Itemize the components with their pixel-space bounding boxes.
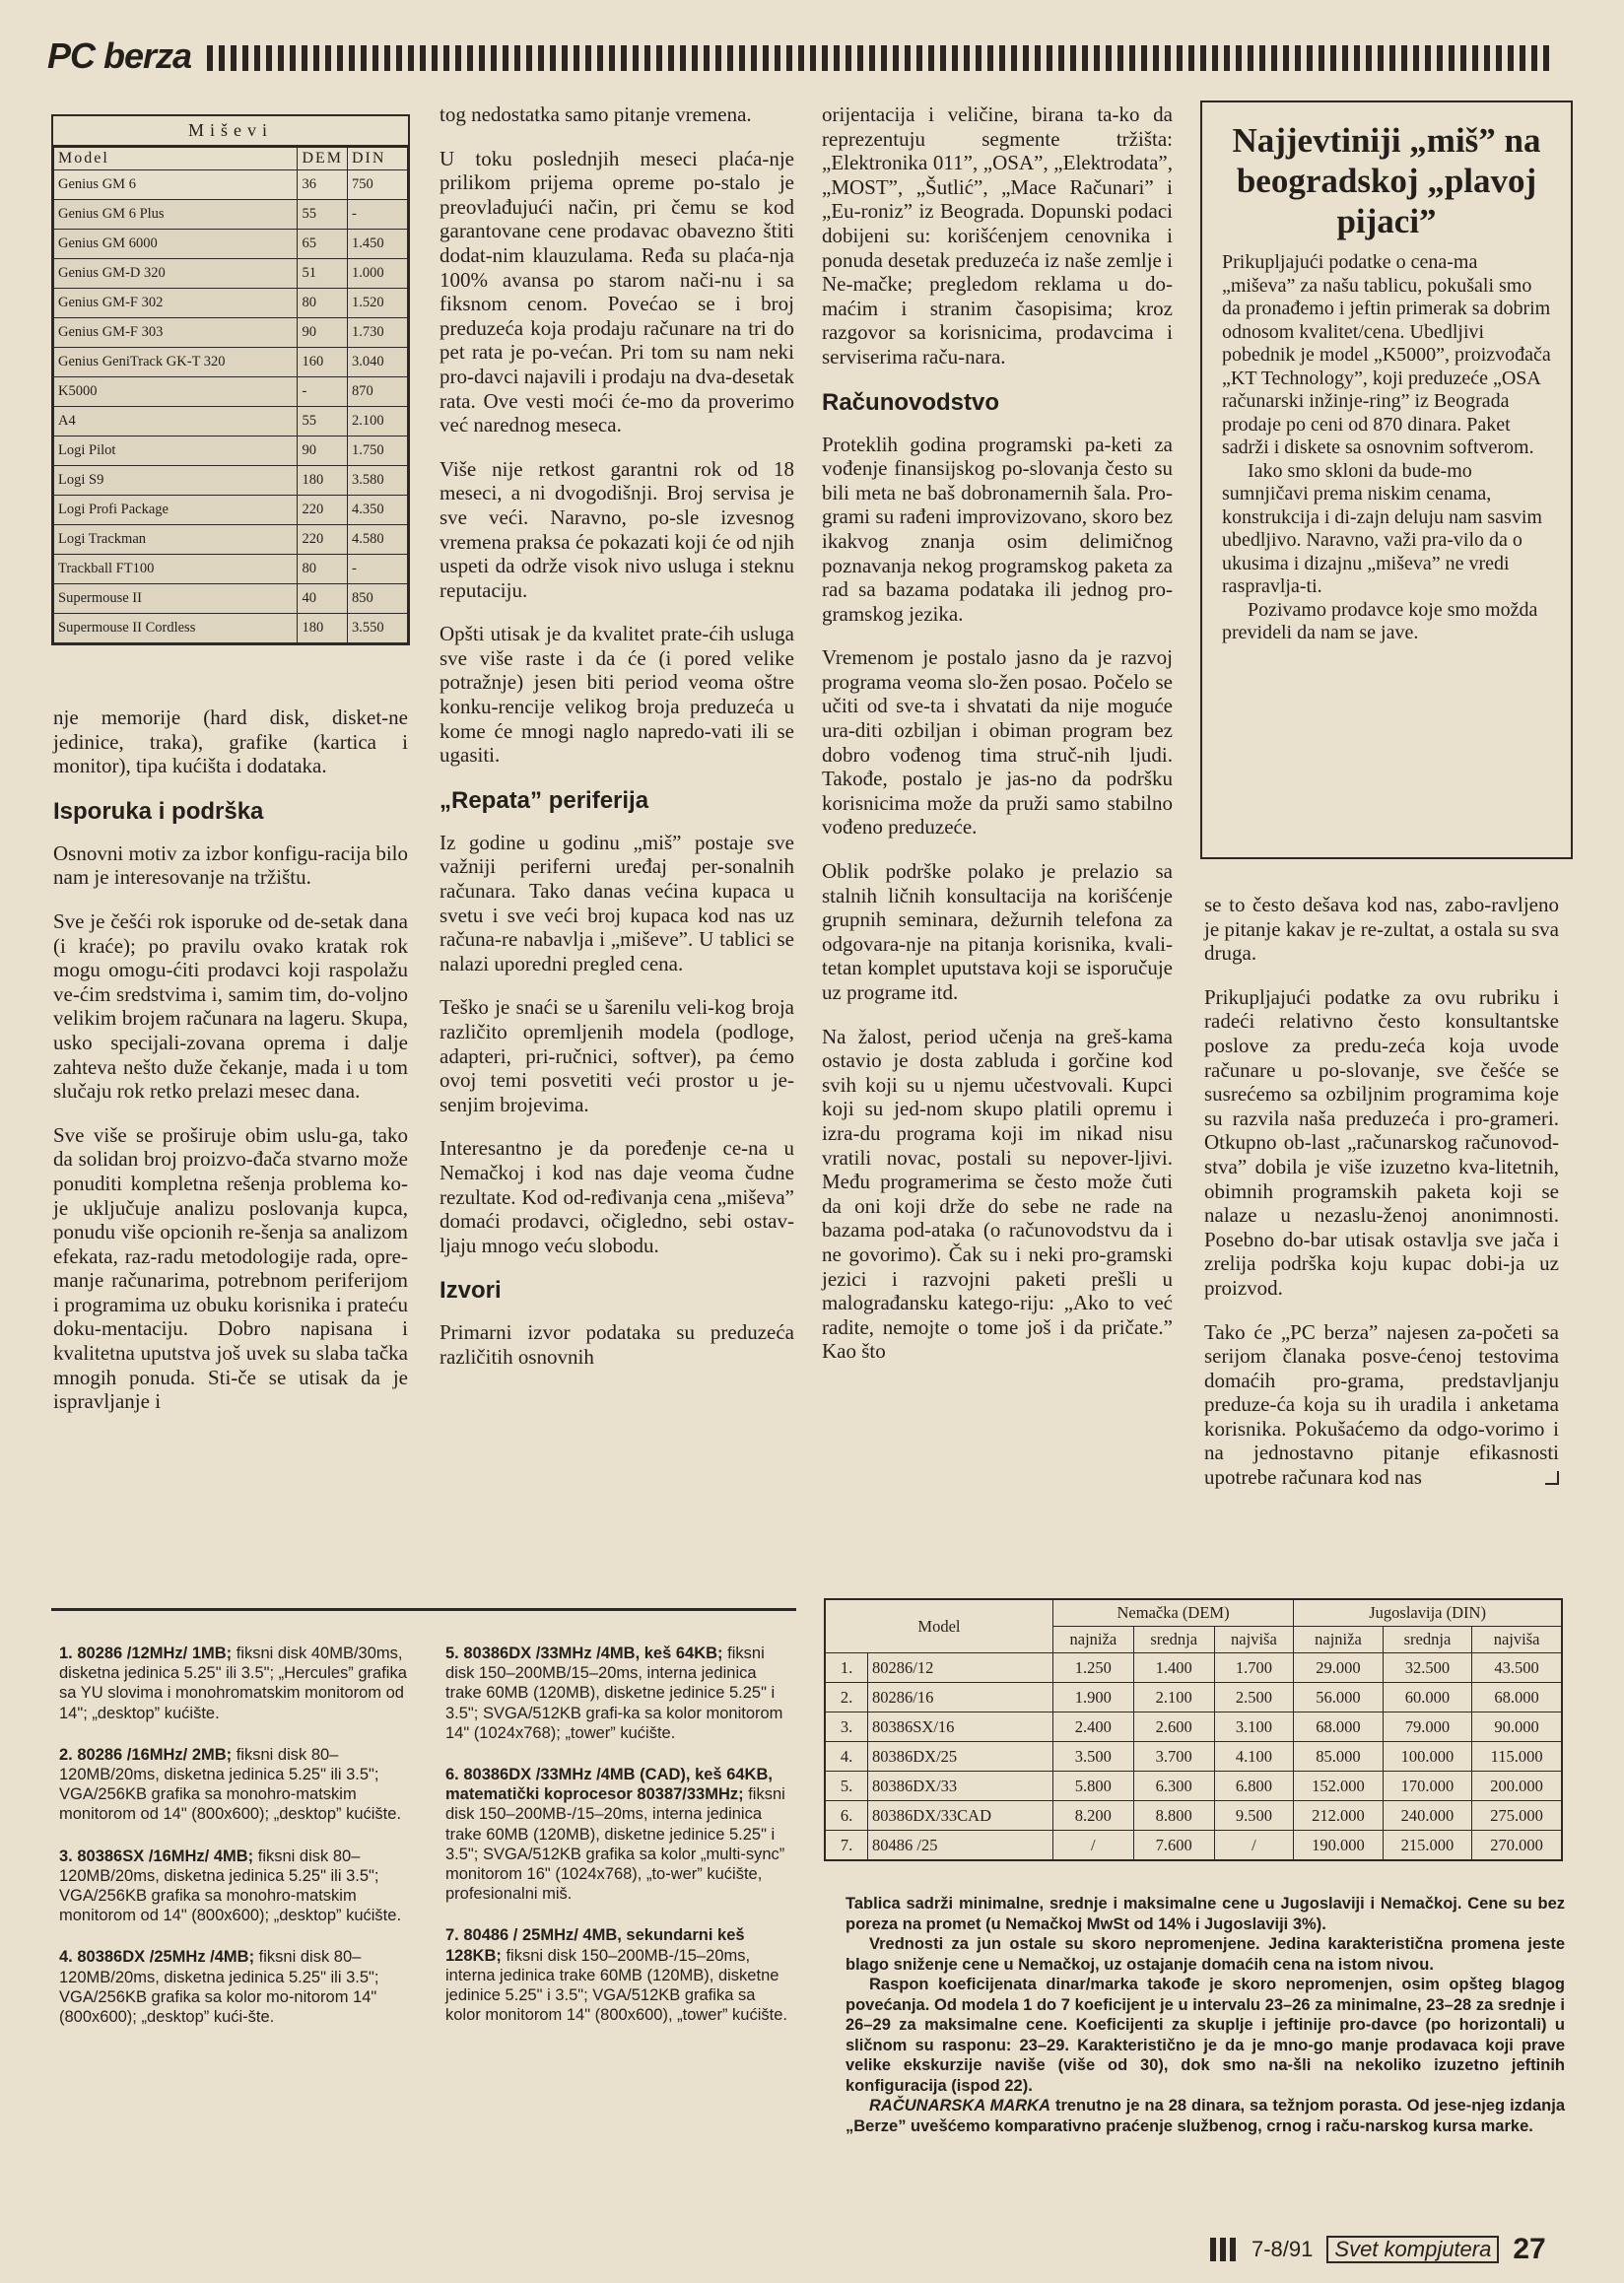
price-dem-cell: 90 [298, 436, 348, 466]
price-cell: 8.200 [1052, 1801, 1133, 1831]
price-cell: 190.000 [1294, 1831, 1384, 1861]
header-bars-decoration [207, 45, 1549, 71]
price-dem-cell: 51 [298, 259, 348, 289]
paragraph: se to često dešava kod nas, zabo-ravljeno je pitanje kakav je re-zultat, a ostala su sva druga. [1204, 893, 1559, 966]
config-item-6 [445, 1765, 794, 1904]
mouse-model-cell: A4 [54, 407, 298, 436]
col-sub: najviša [1472, 1627, 1562, 1653]
price-cell: 8.800 [1133, 1801, 1214, 1831]
config-item-7 [445, 1925, 794, 2025]
price-dem-cell: 40 [298, 584, 348, 614]
col-sub: srednja [1383, 1627, 1472, 1653]
price-cell: 152.000 [1294, 1772, 1384, 1801]
price-dem-cell: 180 [298, 614, 348, 643]
row-index-cell: 5. [825, 1772, 868, 1801]
row-index-cell: 2. [825, 1683, 868, 1712]
price-cell: 32.500 [1383, 1653, 1472, 1683]
table-row [825, 1801, 1562, 1831]
table-row [825, 1683, 1562, 1712]
config-head: 6. 80386DX /33MHz /4MB (CAD), keš 64KB, matematički koprocesor 80387/33MHz; [445, 1766, 773, 1804]
row-index-cell: 1. [825, 1653, 868, 1683]
model-cell: 80286/16 [868, 1683, 1053, 1712]
mice-table-body [54, 170, 408, 643]
paragraph: Opšti utisak je da kvalitet prate-ćih usluga sve više raste i da će (i pored velike potražnje) jesen biti period veoma oštre konku-rencije velikog broja preduzeća u kome će mnogi naglo napredo-vati ili se ugasiti. [440, 622, 794, 768]
price-din-cell: - [348, 200, 408, 230]
end-mark-icon [1545, 1471, 1559, 1485]
col-yugoslavia: Jugoslavija (DIN) [1294, 1599, 1562, 1627]
mice-table [53, 147, 408, 643]
prices-table [824, 1598, 1563, 1861]
mouse-model-cell: Supermouse II [54, 584, 298, 614]
row-index-cell: 4. [825, 1742, 868, 1772]
col-sub: najniža [1052, 1627, 1133, 1653]
price-din-cell: 1.000 [348, 259, 408, 289]
price-cell: 7.600 [1133, 1831, 1214, 1861]
paragraph [1204, 1320, 1559, 1490]
model-cell: 80486 /25 [868, 1831, 1053, 1861]
mouse-model-cell: Logi S9 [54, 466, 298, 496]
table-row [54, 584, 408, 614]
mouse-model-cell: Supermouse II Cordless [54, 614, 298, 643]
paragraph: Pozivamo prodavce koje smo možda prevideli da nam se jave. [1222, 598, 1538, 643]
mouse-model-cell: Genius GeniTrack GK-T 320 [54, 348, 298, 377]
config-head: 7. 80486 / 25MHz/ 4MB, sekundarni keš 128KB; [445, 1926, 745, 1965]
price-din-cell: 870 [348, 377, 408, 407]
table-row [825, 1742, 1562, 1772]
config-head: 3. 80386SX /16MHz/ 4MB; [59, 1847, 254, 1865]
mouse-model-cell: Logi Trackman [54, 525, 298, 555]
price-din-cell: 2.100 [348, 407, 408, 436]
table-row [54, 377, 408, 407]
price-cell: 1.400 [1133, 1653, 1214, 1683]
config-body: fiksni disk 150–200MB/15–20ms, interna jedinica trake 60MB (120MB), disketne jedinice 5.25" i 3.5"; SVGA/512KB grafi-ka sa kolor monitorom 14" (1024x768); „tower” kućište. [445, 1645, 783, 1742]
price-cell: 115.000 [1472, 1742, 1562, 1772]
price-dem-cell: 90 [298, 318, 348, 348]
mouse-model-cell: Logi Pilot [54, 436, 298, 466]
configs-column-2 [445, 1644, 794, 2047]
price-cell: 3.700 [1133, 1742, 1214, 1772]
sidebar-box [1200, 101, 1573, 859]
prices-table-body [825, 1653, 1562, 1861]
footer-bars-decoration [1210, 2238, 1238, 2261]
config-head: 1. 80286 /12MHz/ 1MB; [59, 1645, 233, 1662]
table-row [54, 230, 408, 259]
config-body: fiksni disk 80–120MB/20ms, disketna jedinica 5.25" ili 3.5"; VGA/256KB grafika sa kolor mo-nitorom 14" (800x600); „desktop” kući-šte. [59, 1948, 379, 2027]
note: Tablica sadrži minimalne, srednje i maksimalne cene u Jugoslaviji i Nemačkoj. Cene su bez poreza na promet (u Nemačkoj MwSt od 14% i Jugoslaviji 3%). [846, 1895, 1565, 1933]
price-din-cell: 4.350 [348, 496, 408, 525]
paragraph: Sve više se proširuje obim uslu-ga, tako da solidan broj proizvo-đača stvarno može ponuditi kompletna rešenja problema ko-je uključuje analizu poslovanja kupca, ponudu više opcionih re-šenja sa analizom efekata, raz-radu metodologije rada, opre-manje računarima, potrebnom periferijom i programima uz obuku korisnika i prateću doku-mentaciju. Dobro napisana i kvalitetna uputstva još uvek su slaba tačka mnogih ponuda. Sti-če se utisak da je ispravljanje i [53, 1122, 408, 1414]
mouse-model-cell: Genius GM-F 303 [54, 318, 298, 348]
price-cell: 240.000 [1383, 1801, 1472, 1831]
mice-table-caption: Miševi [53, 116, 408, 147]
model-cell: 80286/12 [868, 1653, 1053, 1683]
price-comparison-table [824, 1598, 1563, 1861]
paragraph: Teško je snaći se u šarenilu veli-kog broja različito opremljenih modela (podloge, adapteri, pri-ručnici, softver), pa ćemo ovoj temi posvetiti veći prostor u je-senjim brojevima. [440, 995, 794, 1116]
paragraph: Više nije retkost garantni rok od 18 meseci, a ni dvogodišnji. Broj servisa je sve veći. Naravno, po-sle izvesnog vremena praksa će pokazati koji će od njih uspeti da održe visok nivo usluga i steknu reputaciju. [440, 456, 794, 602]
section-title: PC berza [47, 35, 192, 76]
price-cell: 270.000 [1472, 1831, 1562, 1861]
config-body: fiksni disk 80–120MB/20ms, disketna jedinica 5.25" ili 3.5"; VGA/256KB grafika sa monohro-matskim monitorom od 14" (800x600); „desktop” kućište. [59, 1745, 402, 1824]
price-dem-cell: 220 [298, 525, 348, 555]
price-cell: 1.250 [1052, 1653, 1133, 1683]
price-dem-cell: 160 [298, 348, 348, 377]
mouse-model-cell: Logi Profi Package [54, 496, 298, 525]
model-cell: 80386DX/25 [868, 1742, 1053, 1772]
price-din-cell: 750 [348, 170, 408, 200]
config-body: fiksni disk 40MB/30ms, disketna jedinica 5.25" ili 3.5"; „Hercules” grafika sa YU slovima i monohromatskim monitorom od 14"; „desktop” kućište. [59, 1645, 407, 1722]
row-index-cell: 7. [825, 1831, 868, 1861]
table-row [54, 318, 408, 348]
mouse-model-cell: Genius GM-F 302 [54, 289, 298, 318]
price-dem-cell: 55 [298, 407, 348, 436]
price-cell: 68.000 [1472, 1683, 1562, 1712]
col-sub: najniža [1294, 1627, 1384, 1653]
price-cell: 29.000 [1294, 1653, 1384, 1683]
divider [51, 1608, 796, 1611]
paragraph: nje memorije (hard disk, disket-ne jedinice, traka), grafike (kartica i monitor), tipa kućišta i dodataka. [53, 705, 408, 778]
paragraph: U toku poslednjih meseci plaća-nje prilikom prijema opreme po-stalo je preovlađujući način, pri čemu se kod garantovane cene prodavac obavezno štiti dodat-nim klauzulama. Ređa su plaća-nja 100% avansa po starom nači-nu i sa fiksnom cenom. Povećao se i broj preduzeća koja prodaju računare na tri do pet rata je po-većan. Pri tom su nam neki pro-davci najavili i prodaju na dva-desetak rata. Ove vesti moći će-mo da proverimo već narednog meseca. [440, 146, 794, 437]
col-din: DIN [348, 148, 408, 170]
column-1 [53, 705, 408, 1434]
mouse-model-cell: Genius GM 6000 [54, 230, 298, 259]
col-germany: Nemačka (DEM) [1052, 1599, 1293, 1627]
model-cell: 80386DX/33 [868, 1772, 1053, 1801]
table-row [825, 1712, 1562, 1742]
note: Raspon koeficijenata dinar/marka takođe je skoro nepromenjen, osim opšteg blagog povećanja. Od modela 1 do 7 koeficijent je u intervalu 23–26 za minimalne, 23–28 za srednje i 26–29 za maksimalne cene. Koeficijenti za skuplje i jeftinije pro-davce (po horizontali) u sličnom su rasponu: 23–29. Karakteristično je da je mno-go manje prodavaca koji prave velike ekskurzije naviše (više od 30), dok smo na-šli na nekoliko izuzetno jeftinih konfiguracija (ispod 22). [846, 1976, 1565, 2095]
sidebar-title: Najjevtiniji „miš” na beogradskoj „plavoj pijaci” [1232, 121, 1541, 240]
price-din-cell: 1.450 [348, 230, 408, 259]
mouse-model-cell: K5000 [54, 377, 298, 407]
column-2 [440, 102, 794, 1389]
table-row [54, 289, 408, 318]
table-row [54, 496, 408, 525]
heading-izvori: Izvori [440, 1277, 502, 1305]
price-din-cell: 3.550 [348, 614, 408, 643]
mouse-model-cell: Genius GM 6 [54, 170, 298, 200]
note [846, 2096, 1565, 2136]
price-dem-cell: 180 [298, 466, 348, 496]
price-din-cell: 850 [348, 584, 408, 614]
price-cell: 60.000 [1383, 1683, 1472, 1712]
config-body: fiksni disk 80–120MB/20ms, disketna jedinica 5.25" ili 3.5"; VGA/256KB grafika sa monohro-matskim monitorom od 14" (800x600); „desktop” kućište. [59, 1847, 402, 1925]
table-row [54, 555, 408, 584]
mouse-model-cell: Trackball FT100 [54, 555, 298, 584]
table-row [54, 466, 408, 496]
price-cell: / [1052, 1831, 1133, 1861]
price-cell: 90.000 [1472, 1712, 1562, 1742]
row-index-cell: 6. [825, 1801, 868, 1831]
price-dem-cell: 65 [298, 230, 348, 259]
mouse-model-cell: Genius GM-D 320 [54, 259, 298, 289]
config-body: fiksni disk 150–200MB-/15–20ms, interna jedinica trake 60MB (120MB), disketne jedinice 5.25" i 3.5"; SVGA/512KB grafika sa kolor „multi-sync” monitorom 16" (1024x768), „to-wer” kućište, profesionalni miš. [445, 1785, 785, 1904]
price-din-cell: 4.580 [348, 525, 408, 555]
table-row [54, 200, 408, 230]
magazine-name: Svet kompjutera [1326, 2236, 1499, 2263]
price-cell: 170.000 [1383, 1772, 1472, 1801]
table-row [54, 348, 408, 377]
col-dem: DEM [298, 148, 348, 170]
price-cell: 200.000 [1472, 1772, 1562, 1801]
config-item-5 [445, 1644, 794, 1743]
price-cell: 1.700 [1214, 1653, 1294, 1683]
price-cell: 2.400 [1052, 1712, 1133, 1742]
note: Vrednosti za jun ostale su skoro nepromenjene. Jedina karakteristična promena jeste blago sniženje cene u Nemačkoj, uz ostajanje domaćih cena na istom nivou. [846, 1935, 1565, 1974]
paragraph: Osnovni motiv za izbor konfigu-racija bilo nam je interesovanje na tržištu. [53, 840, 408, 890]
price-cell: 9.500 [1214, 1801, 1294, 1831]
table-row [54, 525, 408, 555]
heading-repata: „Repata” periferija [440, 786, 649, 814]
price-cell: 212.000 [1294, 1801, 1384, 1831]
model-cell: 80386DX/33CAD [868, 1801, 1053, 1831]
configs-column-1 [59, 1644, 414, 2048]
paragraph: Iako smo skloni da bude-mo sumnjičavi prema niskim cenama, konstrukcija i di-zajn deluju nam sasvim ubedljivo. Naravno, važi pra-vilo da o ukusima i dizajnu „miševa” ne vredi raspravlja-ti. [1222, 459, 1542, 597]
price-cell: / [1214, 1831, 1294, 1861]
table-notes [846, 1894, 1565, 2136]
config-head: 4. 80386DX /25MHz /4MB; [59, 1948, 255, 1967]
price-dem-cell: - [298, 377, 348, 407]
col-sub: srednja [1133, 1627, 1214, 1653]
config-head: 5. 80386DX /33MHz /4MB, keš 64KB; [445, 1645, 723, 1662]
price-cell: 3.500 [1052, 1742, 1133, 1772]
price-din-cell: 3.040 [348, 348, 408, 377]
price-cell: 56.000 [1294, 1683, 1384, 1712]
price-dem-cell: 220 [298, 496, 348, 525]
price-din-cell: 1.520 [348, 289, 408, 318]
column-3 [822, 102, 1173, 1383]
paragraph: tog nedostatka samo pitanje vremena. [440, 102, 752, 126]
note-brand: RAČUNARSKA MARKA [869, 2097, 1050, 2115]
price-din-cell: 3.580 [348, 466, 408, 496]
price-dem-cell: 80 [298, 555, 348, 584]
paragraph-text: Tako će „PC berza” najesen za-početi sa serijom članaka posve-ćenoj testovima domaćih pro-grama, predstavljanju preduze-ća koja su ih uradila i anketama korisnika. Pokušaćemo da odgo-vorimo i na jednostavno pitanje efikasnosti upotrebe računara kod nas [1204, 1319, 1559, 1490]
table-row [54, 407, 408, 436]
price-din-cell: - [348, 555, 408, 584]
price-dem-cell: 36 [298, 170, 348, 200]
paragraph: Prikupljajući podatke za ovu rubriku i radeći relativno često konsultantske poslove za predu-zeća koja uvode računare u po-slovanje, sve češće se susrećemo sa ozbiljnim programima koje su razvila naša preduzeća i pro-grameri. Otkupno ob-last „računarskog računovod-stva” dobila je više izuzetno kva-litetnih, obimnih programskih paketa koji se nalaze u nezaslu-ženoj anonimnosti. Posebno do-bar utisak ostavlja sve jača i zrelija podrška koju kupac dobi-ja uz proizvod. [1204, 984, 1559, 1300]
paragraph: Na žalost, period učenja na greš-kama ostavio je dosta zabluda i gorčine kod svih koji su u njemu učestvovali. Kupci koji su jed-nom skupo platili opremu i izra-du programa koji im nikad nisu vratili novac, postali su nepover-ljivi. Među programerima se često može čuti da oni koji drže do sebe ne rade na bazama pod-ataka (o računovodstvu da i ne govorimo). Čak su i neki pro-gramski jezici i razvojni paketi prešli u malograđansku katego-riju: „Ako to već radite, nemojte o tome još i da pričate.” Kao što [822, 1024, 1173, 1364]
price-cell: 1.900 [1052, 1683, 1133, 1712]
issue-number: 7-8/91 [1252, 2237, 1314, 2261]
price-cell: 6.800 [1214, 1772, 1294, 1801]
paragraph: Sve je češći rok isporuke od de-setak dana (i kraće); po pravilu ovako kratak rok mogu omogu-ćiti prodavci koji raspolažu ve-ćim sredstvima i, samim tim, do-voljno velikim brojem računara na lageru. Skupa, usko speciјali-zovana oprema i dalje zahteva nešto duže čekanje, mada i u tom slučaju rok retko prelazi mesec dana. [53, 908, 408, 1104]
price-cell: 68.000 [1294, 1712, 1384, 1742]
paragraph: Prikupljajući podatke o cena-ma „miševa” za našu tablicu, pokušali smo da pronađemo i jeftin primerak sa dobrim odnosom kvalitet/cena. Ubedljivi pobednik je model „K5000”, proizvođača „KT Technology”, koji preduzeće „OSA računarski inžinje-ring” iz Beograda prodaje po ceni od 870 dinara. Paket sadrži i diskete sa osnovnim softverom. [1222, 251, 1551, 458]
model-cell: 80386SX/16 [868, 1712, 1053, 1742]
col-model: Model [54, 148, 298, 170]
price-cell: 215.000 [1383, 1831, 1472, 1861]
price-cell: 275.000 [1472, 1801, 1562, 1831]
config-body: fiksni disk 150–200MB-/15–20ms, interna jedinica trake 60MB (120MB), disketne jedinice 5.25" i 3.5"; VGA/512KB grafika sa kolor monitorom 14" (800x600), „tower” kućište. [445, 1946, 787, 2025]
table-row [54, 170, 408, 200]
paragraph: Iz godine u godinu „miš” postaje sve važniji periferni uređaj per-sonalnih računara. Tako danas većina kupaca u svetu i sve veći broj kupaca kod nas uz računa-re nabavlja i „miševe”. U tablici se nalazi uporedni pregled cena. [440, 830, 794, 975]
table-row [825, 1653, 1562, 1683]
price-cell: 43.500 [1472, 1653, 1562, 1683]
column-4 [1204, 893, 1559, 1510]
table-row [825, 1831, 1562, 1861]
price-cell: 4.100 [1214, 1742, 1294, 1772]
price-cell: 6.300 [1133, 1772, 1214, 1801]
config-item-1 [59, 1644, 414, 1723]
paragraph: Primarni izvor podataka su preduzeća različitih osnovnih [440, 1320, 794, 1369]
price-cell: 79.000 [1383, 1712, 1472, 1742]
price-cell: 2.600 [1133, 1712, 1214, 1742]
price-dem-cell: 80 [298, 289, 348, 318]
heading-racunovodstvo: Računovodstvo [822, 388, 1000, 416]
price-cell: 3.100 [1214, 1712, 1294, 1742]
paragraph: Proteklih godina programski pa-keti za vođenje finansijskog po-slovanja često su bili meta ne baš dobronamernih šala. Pro-grami su rađeni improvizovano, skoro bez ikakvog znanja osim delimičnog poznavanja nekog programskog paketa za rad sa bazama podataka ili jednog pro-gramskog jezika. [822, 432, 1173, 626]
mice-price-table [51, 114, 410, 645]
config-item-4 [59, 1947, 414, 2027]
table-row [54, 614, 408, 643]
table-row [54, 259, 408, 289]
mouse-model-cell: Genius GM 6 Plus [54, 200, 298, 230]
price-cell: 100.000 [1383, 1742, 1472, 1772]
col-sub: najviša [1214, 1627, 1294, 1653]
paragraph: Oblik podrške polako je prelazio sa stalnih ličnih konsultacija na korišćenje grupnih seminara, dežurnih telefona za odgovara-nje na pitanja korisnika, kvali-tetan komplet uputstava koji se isporučuje uz programe itd. [822, 859, 1173, 1004]
table-row [825, 1772, 1562, 1801]
sidebar-text [1222, 251, 1551, 645]
note-text: trenutno je na 28 dinara, sa težnjom porasta. Od jese-njeg izdanja „Berze” uvešćemo komparativno praćenje službenog, crnog i raču-narskog kursa marke. [846, 2097, 1565, 2135]
paragraph: Vremenom je postalo jasno da je razvoj programa veoma slo-žen posao. Počelo se učiti od sve-ta i shvatati da nije moguće ura-diti ozbiljan i obiman program bez dobro vođenog tima struč-nih ljudi. Takođe, postalo je jas-no da podršku korisnicima može da pruži samo stabilno vođeno preduzeće. [822, 645, 1173, 839]
page-footer [1210, 2233, 1546, 2266]
price-cell: 2.100 [1133, 1683, 1214, 1712]
table-row [54, 436, 408, 466]
row-index-cell: 3. [825, 1712, 868, 1742]
col-model: Model [825, 1599, 1052, 1653]
price-din-cell: 1.730 [348, 318, 408, 348]
price-dem-cell: 55 [298, 200, 348, 230]
price-din-cell: 1.750 [348, 436, 408, 466]
config-item-3 [59, 1847, 414, 1926]
price-cell: 85.000 [1294, 1742, 1384, 1772]
paragraph: orijentacija i veličine, birana ta-ko da reprezentuju segmente tržišta: „Elektronika 011”, „OSA”, „Elektrodata”, „MOST”, „Šutlić”, „Mace Računari” i „Eu-roniz” iz Beograda. Dopunski podaci dobijeni su: korišćenjem cenovnika i ponuda desetak preduzeća iz naše zemlje i Ne-mačke; pregledom reklama u do-maćim i stranim časopisima; kroz razgovor sa korisnicima, prodavcima i serviserima raču-nara. [822, 102, 1173, 369]
config-head: 2. 80286 /16MHz/ 2MB; [59, 1745, 233, 1764]
price-cell: 5.800 [1052, 1772, 1133, 1801]
paragraph: Interesantno je da poređenje ce-na u Nemačkoj i kod nas daje veoma čudne rezultate. Kod od-ređivanja cena „miševa” domaći prodavci, očigledno, sebi ostav-ljaju mnogo veću slobodu. [440, 1136, 794, 1257]
heading-isporuka: Isporuka i podrška [53, 797, 264, 825]
page-number: 27 [1513, 2233, 1546, 2265]
price-cell: 2.500 [1214, 1683, 1294, 1712]
config-item-2 [59, 1745, 414, 1825]
